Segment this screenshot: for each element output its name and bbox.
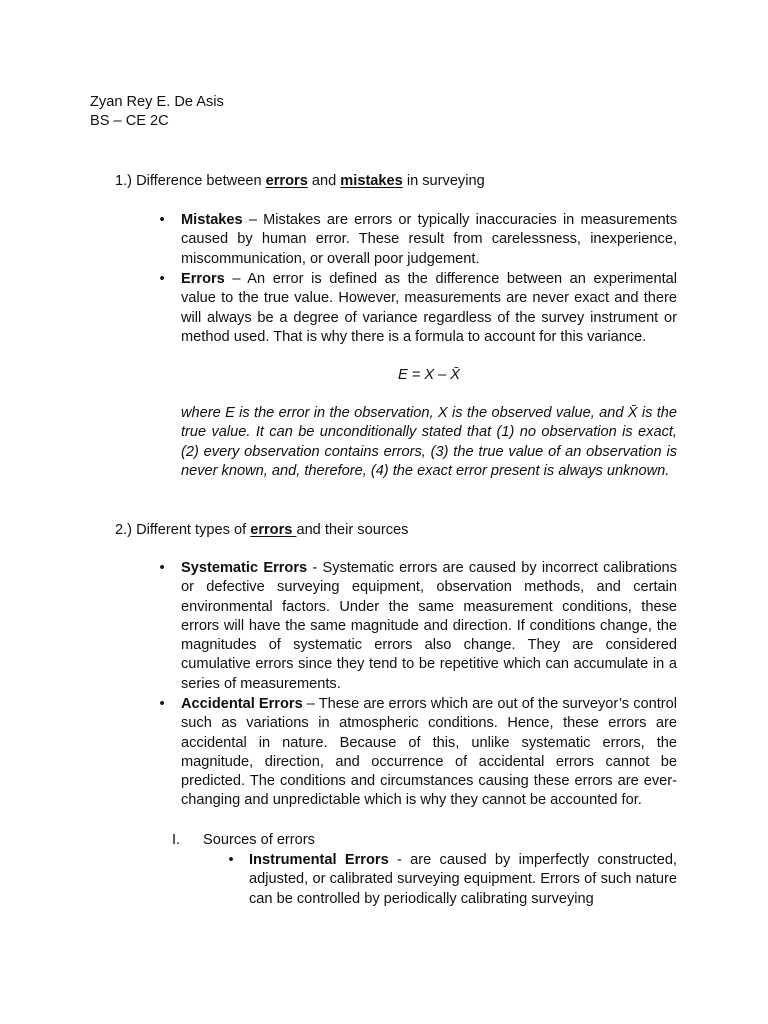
errors-term: Errors (181, 271, 225, 287)
question-1-heading (115, 172, 485, 191)
question-1-prefix: Difference between (136, 173, 266, 189)
accidental-errors-term: Accidental Errors (181, 696, 303, 712)
question-2-heading (115, 521, 408, 540)
bullet-icon: • (159, 560, 165, 576)
mistakes-text: – Mistakes are errors or typically inaccuracies in measurements caused by human error. These result from carelessness, inexperience, miscommunication, or overall poor judgement. (181, 212, 677, 267)
formula-explanation: where E is the error in the observation, X is the observed value, and X̄ is the true value. It can be unconditionally stated that (1) no observation is exact, (2) every observation contains errors, (3) the true value of an observation is never known, and, therefore, (4) the exact error present is always unknown. (181, 405, 677, 479)
systematic-errors-definition (181, 559, 677, 694)
accidental-errors-text: – These are errors which are out of the surveyor’s control such as variations in atmospheric conditions. Hence, these errors are accidental in nature. Because of this, unlike systematic errors, the magnitude, direction, and occurrence of accidental errors cannot be predicted. The conditions and circumstances causing these errors are ever-changing and unpredictable which is why they cannot be accounted for. (181, 696, 677, 809)
instrumental-errors-term: Instrumental Errors (249, 852, 389, 868)
question-1-term-mistakes: mistakes (340, 173, 403, 189)
question-1-term-errors: errors (265, 173, 308, 189)
bullet-icon: • (159, 212, 165, 228)
bullet-icon: • (159, 696, 165, 712)
question-2-term-errors: errors (250, 522, 297, 538)
systematic-errors-term: Systematic Errors (181, 560, 308, 576)
sources-title: Sources of errors (203, 832, 315, 848)
course-section: BS – CE 2C (90, 113, 169, 129)
errors-definition (181, 270, 677, 347)
accidental-errors-definition (181, 695, 677, 811)
question-2-suffix: and their sources (296, 522, 409, 538)
bullet-icon: • (159, 271, 165, 287)
instrumental-errors-text: - are caused by imperfectly constructed, adjusted, or calibrated surveying equipment. Errors of such nature can be controlled by periodically calibrating surveying (249, 852, 677, 907)
mistakes-term: Mistakes (181, 212, 243, 228)
instrumental-errors-definition (249, 851, 677, 909)
question-2-number: 2.) (115, 522, 133, 538)
question-2-prefix: Different types of (136, 522, 251, 538)
error-formula: E = X – X̄ (397, 367, 461, 383)
question-1-number: 1.) (115, 173, 133, 189)
question-1-suffix: in surveying (402, 173, 485, 189)
mistakes-definition (181, 211, 677, 269)
sources-numeral: I. (172, 832, 181, 848)
bullet-icon: • (228, 852, 234, 868)
author-name: Zyan Rey E. De Asis (90, 94, 224, 110)
question-1-mid: and (307, 173, 341, 189)
errors-text: – An error is defined as the difference between an experimental value to the true value. However, measurements are never exact and there will always be a degree of variance regardless of the survey instrument or method used. That is why there is a formula to account for this variance. (181, 271, 677, 345)
systematic-errors-text: - Systematic errors are caused by incorrect calibrations or defective surveying equipment, observation methods, and certain environmental factors. Under the same measurement conditions, these errors will have the same magnitude and direction. If conditions change, the magnitudes of systematic errors also change. They are considered cumulative errors since they tend to be repetitive which can accumulate in a series of measurements. (181, 560, 677, 692)
